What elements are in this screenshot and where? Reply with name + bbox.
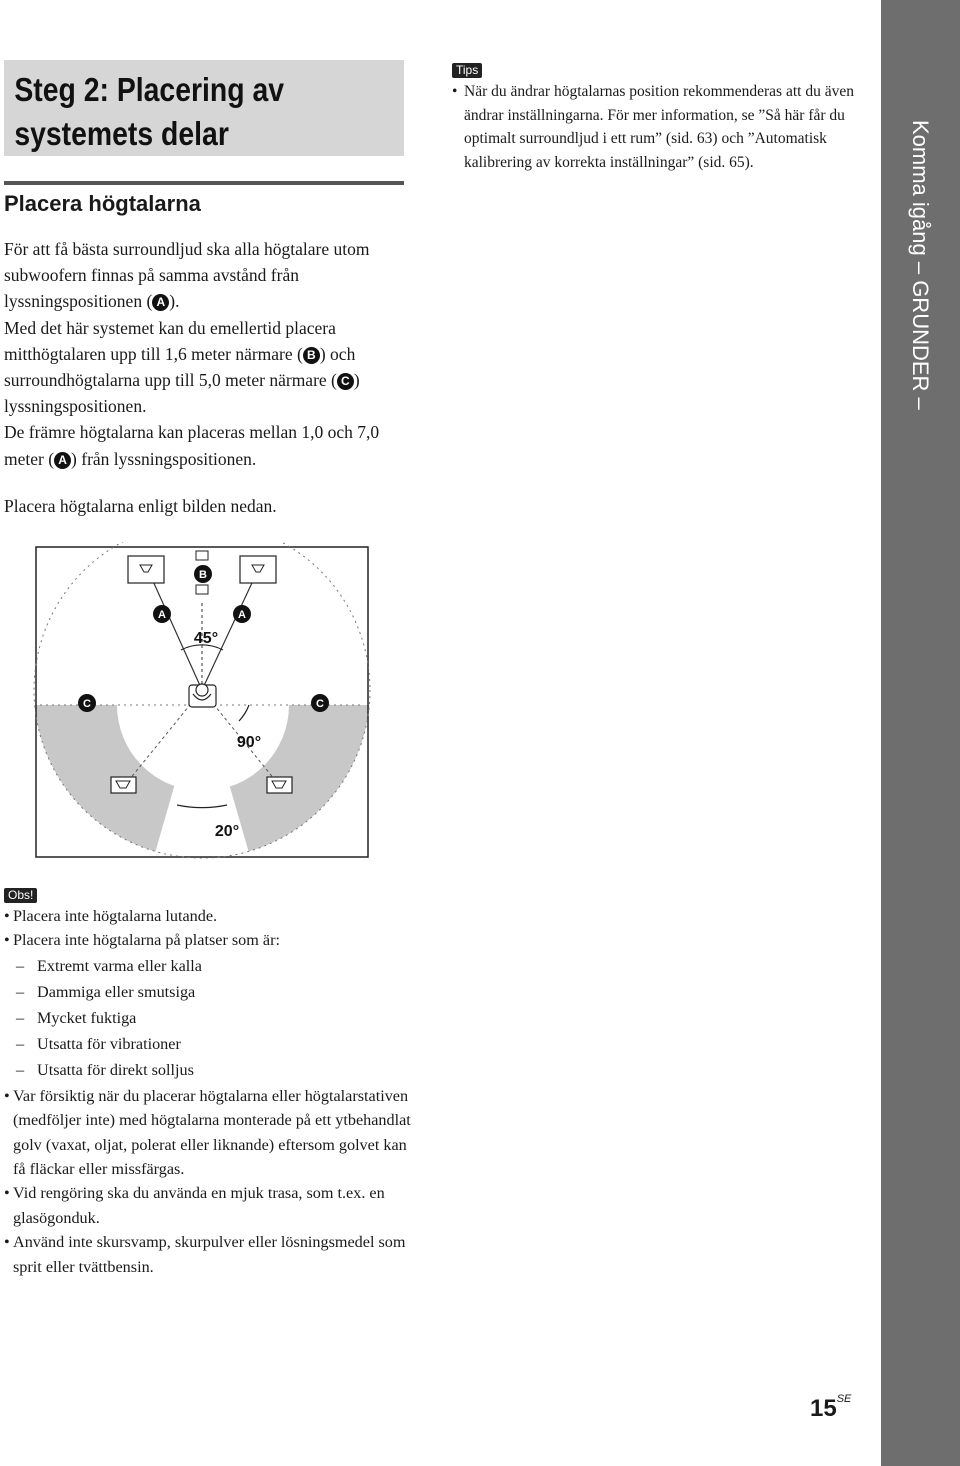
- obs-item-text: Var försiktig när du placerar högtalarna eller högtalarstativen (medföljer inte) med högtalarna monterade på ett ytbehandlat golv (vaxat, oljat, polerat eller liknande) eftersom golvet kan få fläckar eller missfärgas.: [13, 1086, 411, 1179]
- dash-icon: –: [16, 1060, 25, 1079]
- obs-section: [4, 904, 414, 1279]
- angle-90-arc: [239, 705, 249, 721]
- obs-item: [4, 1230, 414, 1279]
- label-b-badge: [194, 565, 212, 583]
- obs-item: [4, 1084, 414, 1182]
- tips-item-text: När du ändrar högtalarnas position rekommenderas att du även ändrar inställningarna. För mer information, se ”Så här får du optimalt surroundljud i ett rum” (sid. 63) och ”Automatisk kalibrering av korrekta inställningar” (sid. 65).: [464, 83, 854, 171]
- obs-item-text: Placera inte högtalarna lutande.: [13, 907, 218, 925]
- intro-text: Med det här systemet kan du emellertid placera mitthögtalaren upp till 1,6 meter närmare (: [4, 317, 336, 364]
- angle-90-label: 90°: [236, 734, 262, 751]
- obs-subitem-text: Extremt varma eller kalla: [37, 957, 202, 976]
- marker-a-icon: A: [152, 294, 169, 311]
- obs-subitem-text: Mycket fuktiga: [37, 1009, 137, 1028]
- obs-subitem: [4, 1006, 414, 1030]
- speaker-placement-diagram: [30, 542, 375, 860]
- tips-badge: Tips: [452, 63, 482, 78]
- intro-text: ) från lyssningspositionen.: [71, 448, 257, 469]
- obs-item: [4, 904, 414, 928]
- dash-icon: –: [16, 983, 25, 1002]
- tips-item: [452, 80, 862, 174]
- obs-subitem-text: Dammiga eller smutsiga: [37, 983, 196, 1002]
- obs-subitem: [4, 1032, 414, 1056]
- intro-text: ).: [169, 291, 180, 312]
- intro-text: ) lyssningspositionen.: [4, 370, 360, 417]
- side-tab-label: Komma igång – GRUNDER –: [908, 120, 933, 410]
- dash-icon: –: [16, 1009, 25, 1028]
- side-tab: [881, 0, 960, 1466]
- angle-45-label: 45°: [193, 630, 219, 647]
- svg-text:C: C: [316, 698, 324, 710]
- surround-right-speaker-icon: [267, 777, 292, 793]
- obs-item-text: Placera inte högtalarna på platser som är:: [13, 931, 280, 950]
- intro-sentence-1: [4, 236, 414, 315]
- angle-20-label: 20°: [214, 823, 240, 840]
- obs-subitem-text: Utsatta för direkt solljus: [37, 1060, 194, 1079]
- intro-sentence-3: [4, 419, 414, 471]
- section-heading: Placera högtalarna: [4, 191, 201, 216]
- svg-text:A: A: [238, 609, 246, 621]
- obs-subitem: [4, 980, 414, 1004]
- intro-sentence-2: [4, 315, 414, 420]
- obs-subitem: [4, 954, 414, 978]
- bullet-icon: •: [4, 907, 10, 925]
- place-instruction: Placera högtalarna enligt bilden nedan.: [4, 496, 277, 516]
- label-c-left-badge: [78, 694, 96, 712]
- obs-subitem-text: Utsatta för vibrationer: [37, 1035, 181, 1054]
- obs-item-text: Vid rengöring ska du använda en mjuk trasa, som t.ex. en glasögonduk.: [13, 1184, 385, 1227]
- svg-text:B: B: [199, 569, 207, 581]
- label-a-right-badge: [233, 605, 251, 623]
- intro-text: ) och surroundhögtalarna upp till 5,0 meter närmare (: [4, 343, 356, 391]
- page-title: Steg 2: Placering av systemets delar: [14, 71, 285, 152]
- marker-a-icon: A: [54, 452, 71, 469]
- tips-section: [452, 80, 862, 174]
- marker-b-icon: B: [303, 347, 320, 364]
- intro-text: De främre högtalarna kan placeras mellan 1,0 och 7,0 meter (: [4, 422, 380, 469]
- surround-left-speaker-icon: [111, 777, 136, 793]
- obs-item: [4, 1181, 414, 1230]
- intro-paragraph: [4, 236, 414, 472]
- listening-area-shading: [30, 690, 375, 860]
- svg-text:A: A: [158, 609, 166, 621]
- bullet-icon: •: [4, 931, 10, 950]
- bullet-icon: •: [4, 1233, 10, 1252]
- section-rule: [4, 181, 404, 185]
- bullet-icon: •: [452, 83, 458, 100]
- title-box: [4, 60, 404, 156]
- front-right-speaker-icon: [240, 556, 276, 583]
- label-a-left-badge: [153, 605, 171, 623]
- svg-text:C: C: [83, 698, 91, 710]
- page-number-value: 15: [810, 1395, 837, 1422]
- listener-icon: [189, 684, 216, 707]
- page-number: [810, 1393, 851, 1423]
- bullet-icon: •: [4, 1086, 10, 1105]
- dash-icon: –: [16, 957, 25, 976]
- obs-item-text: Använd inte skursvamp, skurpulver eller lösningsmedel som sprit eller tvättbensin.: [13, 1233, 406, 1276]
- bullet-icon: •: [4, 1184, 10, 1203]
- obs-badge: Obs!: [4, 888, 37, 903]
- obs-subitem: [4, 1058, 414, 1082]
- page-number-suffix: SE: [836, 1393, 852, 1405]
- dash-icon: –: [16, 1035, 25, 1054]
- label-c-right-badge: [311, 694, 329, 712]
- marker-c-icon: C: [337, 373, 354, 390]
- front-left-speaker-icon: [128, 556, 164, 583]
- intro-text: För att få bästa surroundljud ska alla högtalare utom subwoofern finnas på samma avstånd från lyssningspositionen (: [4, 239, 370, 312]
- obs-item: [4, 928, 414, 952]
